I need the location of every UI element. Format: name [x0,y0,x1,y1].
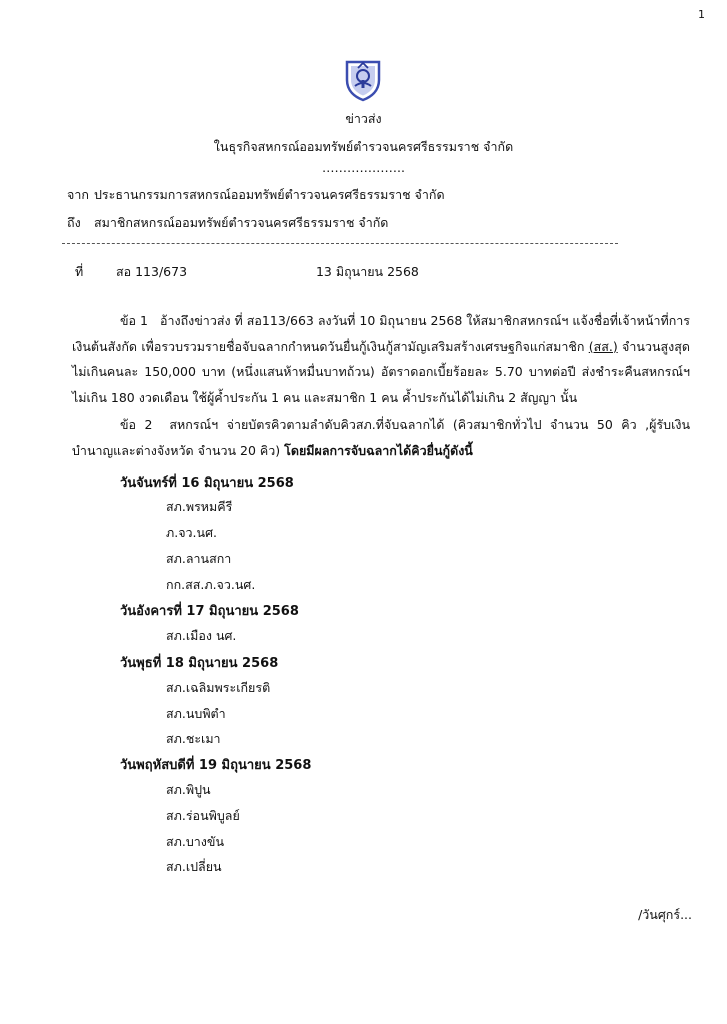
separator-dots: ……………….. [322,160,405,175]
schedule-unit: สภ.ชะเมา [166,731,221,746]
from-line [67,185,445,205]
schedule-unit: สภ.พิปูน [166,782,211,797]
from-text: ประธานกรรมการสหกรณ์ออมทรัพย์ตำรวจนครศรีธรรมราช จำกัด [93,187,445,202]
clause-1-text-b: จำนวนสูงสุดไม่เกินคนละ 150,000 บาท (หนึ่งแสนห้าหมื่นบาทถ้วน) อัตราดอกเบี้ยร้อยละ 5.70 บาทต่อปี ส่งชำระคืนสหกรณ์ฯ ไม่เกิน 180 งวดเดือน ใช้ผู้ค้ำประกัน 1 คน และสมาชิก 1 คน ค้ำประกันได้ไม่เกิน 2 สัญญา นั้น [72,338,690,405]
clause-1 [72,308,690,410]
schedule-unit: สภ.ร่อนพิบูลย์ [166,808,240,823]
dashed-divider [62,243,618,244]
schedule-unit: กก.สส.ภ.จว.นศ. [166,577,256,592]
schedule-unit: สภ.นบพิตำ [166,706,226,721]
to-text: สมาชิกสหกรณ์ออมทรัพย์ตำรวจนครศรีธรรมราช จำกัด [93,215,389,230]
schedule-unit: สภ.พรหมคีรี [166,499,233,514]
clause-2-label: ข้อ 2 [120,417,153,432]
continued-next-page: /วันศุกร์... [638,907,692,922]
clause-1-label: ข้อ 1 [120,313,148,328]
from-label: จาก [67,187,89,202]
reference-line [75,262,419,282]
schedule-day: วันอังคารที่ 17 มิถุนายน 2568 [120,604,299,619]
schedule-unit: สภ.ลานสกา [166,551,232,566]
schedule-day: วันพุธที่ 18 มิถุนายน 2568 [120,656,279,671]
clause-2-bold-text: โดยมีผลการจับฉลากได้คิวยื่นกู้ดังนี้ [284,442,473,458]
clause-1-text-a: อ้างถึงข่าวส่ง ที่ สอ113/663 ลงวันที่ 10 มิถุนายน 2568 ให้สมาชิกสหกรณ์ฯ แจ้งชื่อที่เจ้าหน้าที่การเงินต้นสังกัด เพื่อรวบรวมรายชื่อจับฉลากกำหนดวันยื่นกู้เงินกู้สามัญเสริมสร้างเศรษฐกิจแก่สมาชิก [72,313,690,354]
document-title: ข่าวส่ง [345,111,382,126]
reference-number: สอ 113/673 [115,264,188,279]
to-line [67,213,388,233]
schedule-unit: สภ.เมือง นศ. [166,628,237,643]
schedule-unit: สภ.เปลี่ยน [166,859,222,874]
schedule-day: วันพฤหัสบดีที่ 19 มิถุนายน 2568 [120,758,312,773]
cooperative-emblem-icon [340,56,386,102]
schedule-unit: ภ.จว.นศ. [166,525,217,540]
clause-2 [72,412,690,463]
page-number: 1 [698,8,705,21]
schedule-day: วันจันทร์ที่ 16 มิถุนายน 2568 [120,476,294,491]
clause-2-text: สหกรณ์ฯ จ่ายบัตรคิวตามลำดับคิวสภ.ที่จับฉลากได้ (คิวสมาชิกทั่วไป จำนวน 50 คิว ,ผู้รับเงินบำนาญและต่างจังหวัด จำนวน 20 คิว) [72,417,690,458]
reference-label: ที่ [75,264,84,279]
to-label: ถึง [67,215,81,230]
schedule-unit: สภ.เฉลิมพระเกียรติ [166,680,271,695]
schedule-unit: สภ.บางขัน [166,834,224,849]
document-subtitle: ในธุรกิจสหกรณ์ออมทรัพย์ตำรวจนครศรีธรรมราช จำกัด [213,139,514,154]
reference-date: 13 มิถุนายน 2568 [315,264,419,279]
clause-1-underlined: (สส.) [588,338,618,354]
